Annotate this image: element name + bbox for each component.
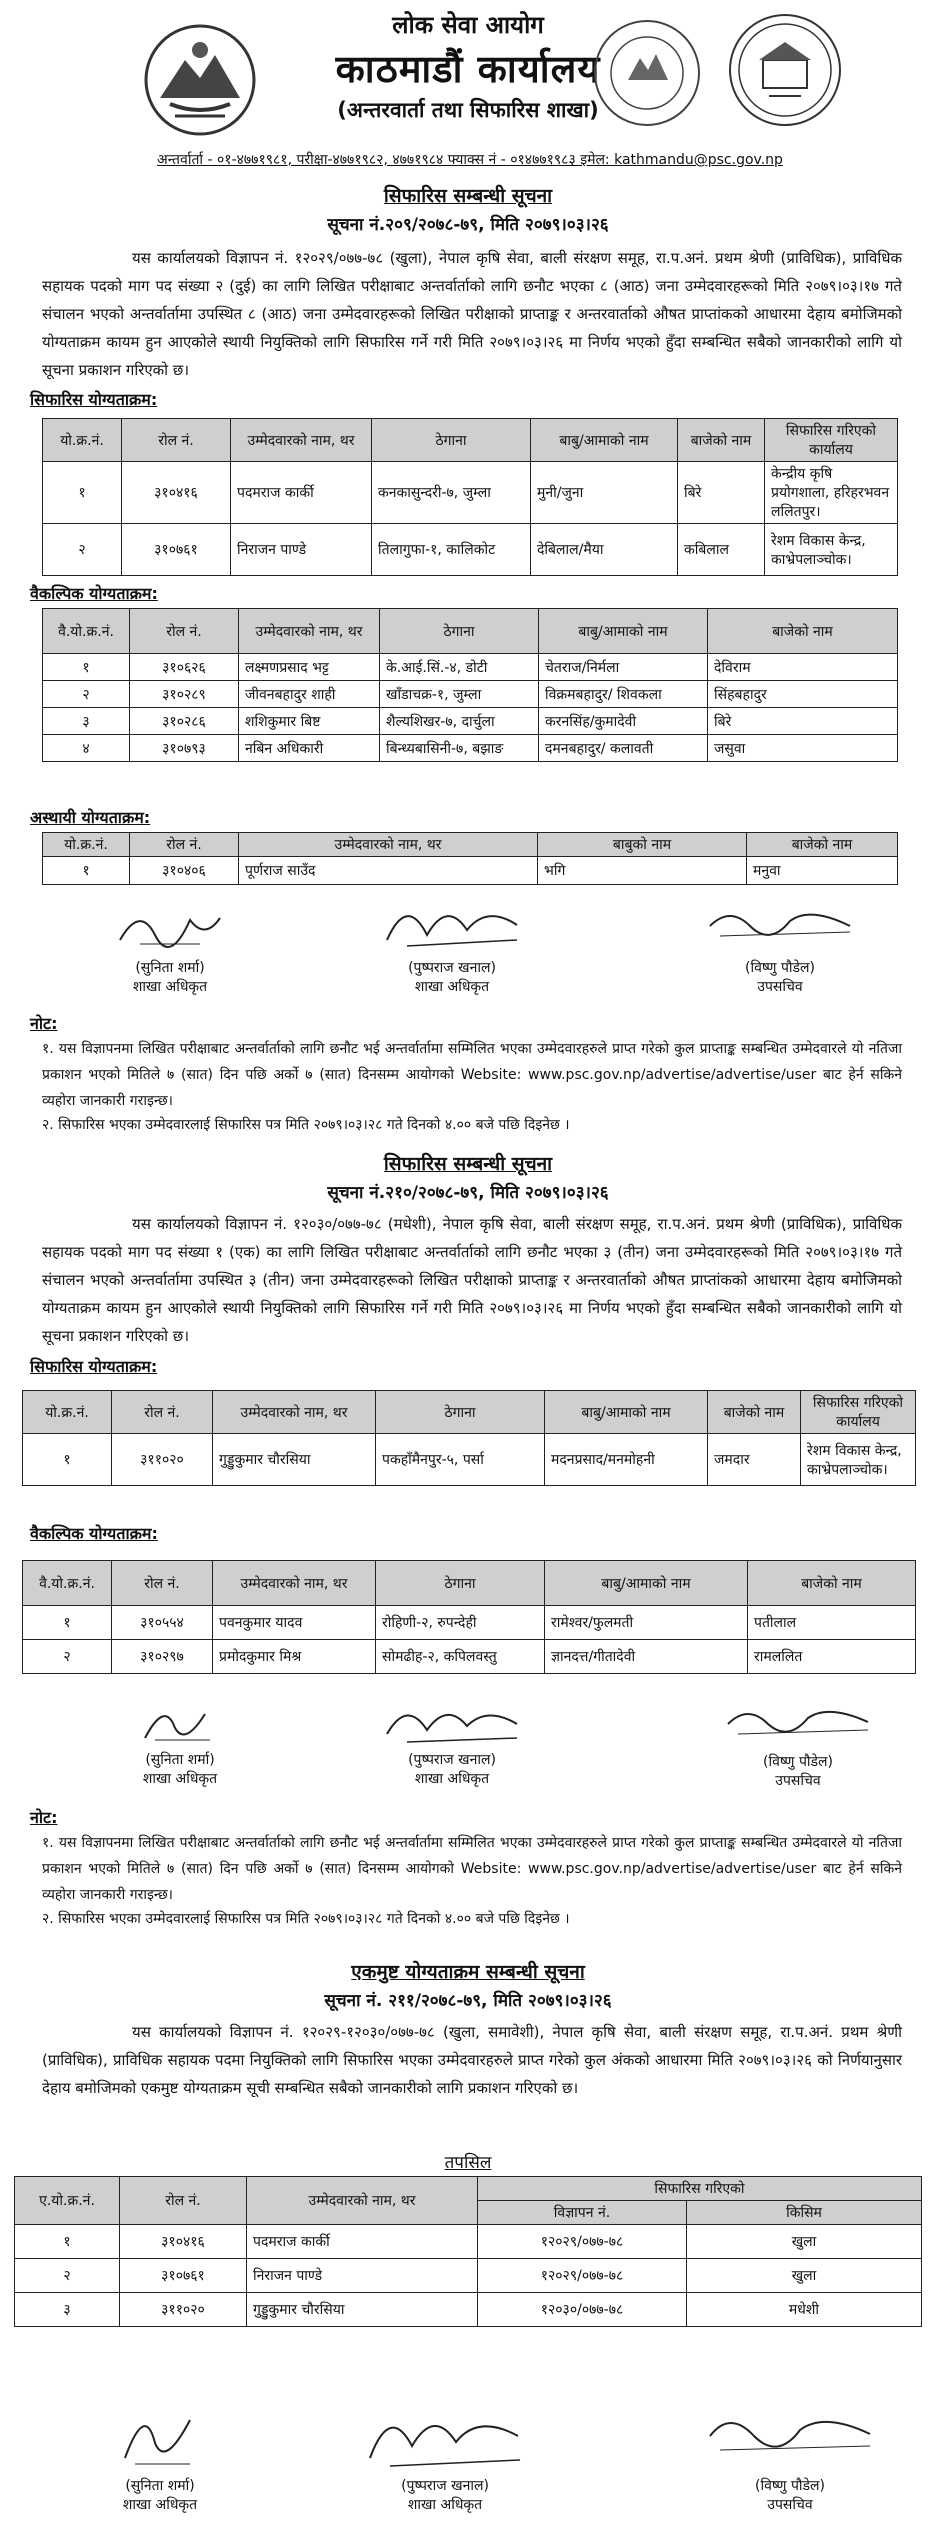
table-row [43, 857, 898, 885]
col-header: रोल नं. [112, 1391, 213, 1434]
signatory-role: उपसचिव [767, 2497, 813, 2513]
signature-block-middle [352, 890, 552, 996]
table-cell: जीवनबहादुर शाही [239, 681, 380, 708]
table-cell: शैल्यशिखर-७, दार्चुला [380, 708, 539, 735]
table-header-row [43, 609, 898, 654]
table-cell: १ [15, 2225, 120, 2259]
signature-icon [718, 1696, 878, 1750]
table-row [15, 2259, 922, 2293]
col-header: रोल नं. [112, 1561, 213, 1606]
col-header: बाजेको नाम [747, 833, 898, 857]
col-header: वै.यो.क्र.नं. [23, 1561, 112, 1606]
table-header-row [43, 419, 898, 462]
notice2-body: यस कार्यालयको विज्ञापन नं. १२०३०/०७७-७८ (मधेशी), नेपाल कृषि सेवा, बाली संरक्षण समूह, रा.प.अनं. प्रथम श्रेणी (प्राविधिक), प्राविधिक सहायक पदको माग पद संख्या १ (एक) का लागि लिखित परीक्षाबाट अन्तर्वार्ताको लागि छनौट भएका ३ (तीन) जना उम्मेदवारहरूको मिति २०७९।०३।१७ गते संचालन भएको अन्तर्वार्तामा उपस्थित ३ (तीन) जना उम्मेदवारहरूको लिखित परीक्षाको प्राप्ताङ्क र अन्तरवार्ताको औषत प्राप्तांकको आधारमा देहाय बमोजिमको योग्यताक्रम कायम हुन आएकोले स्थायी नियुक्तिको लागि सिफारिस गर्ने गरी मिति २०७९।०३।२६ मा निर्णय भएको हुँदा सम्बन्धित सबैको जानकारीको लागि यो सूचना प्रकाशन गरिएको छ। [42, 1215, 902, 1345]
table-row [15, 2293, 922, 2327]
signatory-role: शाखा अधिकृत [407, 2497, 483, 2513]
col-header: सिफारिस गरिएको कार्यालय [765, 419, 898, 462]
col-header: यो.क्र.नं. [43, 833, 130, 857]
notice1-temp-table [42, 832, 898, 885]
table-cell: २ [23, 1640, 112, 1674]
col-header: बाजेको नाम [708, 609, 898, 654]
table-row [43, 735, 898, 762]
table-cell: ३१०२९७ [112, 1640, 213, 1674]
notice1-note-heading: नोट: [30, 1014, 58, 1033]
col-header: किसिम [687, 2201, 922, 2225]
notice1-note-1: १. यस विज्ञापनमा लिखित परीक्षाबाट अन्तर्वार्ताको लागि छनौट भई अन्तर्वार्तामा सम्मिलित भएका उम्मेदवारहरुले प्राप्त गरेको कुल प्राप्ताङ्क सम्बन्धित उम्मेदवारले यो नतिजा प्रकाशन भएको मितिले ७ (सात) दिन पछि अर्को ७ (सात) दिनसम्म आयोगको Website: www.psc.gov.np/advertise/advertise/user बाट हेर्न सकिने व्यहोरा जानकारी गराइन्छ। [42, 1041, 902, 1109]
table-cell: मनुवा [747, 857, 898, 885]
table-cell: कनकासुन्दरी-७, जुम्ला [372, 462, 531, 524]
table-cell: निराजन पाण्डे [231, 524, 372, 576]
notice3-number: सूचना नं. २११/२०७८-७९, मिति २०७९।०३।२६ [324, 1991, 612, 2011]
signature-block-left [80, 2398, 240, 2514]
signatory-role: उपसचिव [757, 979, 803, 995]
table-cell: पदमराज कार्की [247, 2225, 478, 2259]
signatory-name: (पुष्पराज खनाल) [408, 1752, 496, 1768]
table-cell: ३११०२० [112, 1434, 213, 1486]
notice1-alt-label: वैकल्पिक योग्यताक्रम: [30, 584, 158, 603]
signature-block-right [690, 2400, 890, 2514]
table-cell: १ [43, 857, 130, 885]
signatory-name: (सुनिता शर्मा) [135, 960, 205, 976]
table-cell: ३१०७९३ [130, 735, 239, 762]
signature-icon [367, 1694, 537, 1748]
notice2-merit-label: सिफारिस योग्यताक्रम: [30, 1357, 158, 1376]
table-cell: ३ [43, 708, 130, 735]
col-header: रोल नं. [130, 609, 239, 654]
notice3-tapasil: तपसिल [444, 2153, 492, 2173]
table-cell: दमनबहादुर/ कलावती [539, 735, 708, 762]
notice2-note-2: २. सिफारिस भएका उम्मेदवारलाई सिफारिस पत्र मिति २०७९।०३।२८ गते दिनको ४.०० बजे पछि दिइनेछ । [42, 1911, 570, 1927]
table-row [15, 2225, 922, 2259]
signature-block-middle [335, 2396, 555, 2514]
table-cell: जमदार [708, 1434, 801, 1486]
col-header: रोल नं. [120, 2177, 247, 2225]
signatory-role: शाखा अधिकृत [414, 1771, 490, 1787]
table-cell: १ [23, 1606, 112, 1640]
table-cell: सोमढीह-२, कपिलवस्तु [376, 1640, 545, 1674]
col-header: ए.यो.क्र.नं. [15, 2177, 120, 2225]
table-cell: तिलागुफा-१, कालिकोट [372, 524, 531, 576]
notice2-title: सिफारिस सम्बन्धी सूचना [383, 1153, 553, 1175]
table-cell: देबिलाल/मैया [531, 524, 678, 576]
table-row [23, 1434, 916, 1486]
table-header-row [23, 1561, 916, 1606]
signature-block-middle [352, 1694, 552, 1788]
table-cell: खुला [687, 2225, 922, 2259]
notice2-note-heading: नोट: [30, 1808, 58, 1827]
table-cell: ३१०५५४ [112, 1606, 213, 1640]
col-header: बाजेको नाम [748, 1561, 916, 1606]
table-cell: कबिलाल [678, 524, 765, 576]
table-row [23, 1640, 916, 1674]
table-cell: चेतराज/निर्मला [539, 654, 708, 681]
table-cell: ३ [15, 2293, 120, 2327]
signatory-name: (पुष्पराज खनाल) [408, 960, 496, 976]
table-cell: पवनकुमार यादव [213, 1606, 376, 1640]
table-cell: ज्ञानदत्त/गीतादेवी [545, 1640, 748, 1674]
notice1-merit-table [42, 418, 898, 576]
table-cell: रामललित [748, 1640, 916, 1674]
table-row [43, 681, 898, 708]
col-header: वै.यो.क्र.नं. [43, 609, 130, 654]
notice2-alt-table [22, 1560, 916, 1674]
col-header: उम्मेदवारको नाम, थर [213, 1391, 376, 1434]
signature-block-right [708, 1696, 888, 1790]
table-cell: १२०३०/०७७-७८ [478, 2293, 687, 2327]
col-header: रोल नं. [130, 833, 239, 857]
table-cell: नबिन अधिकारी [239, 735, 380, 762]
table-header-row [43, 833, 898, 857]
table-cell: गुड्डुकुमार चौरसिया [247, 2293, 478, 2327]
signatory-role: शाखा अधिकृत [122, 2497, 198, 2513]
col-header: बाबु/आमाको नाम [531, 419, 678, 462]
signatory-name: (पुष्पराज खनाल) [401, 2478, 489, 2494]
table-row [43, 708, 898, 735]
col-header: ठेगाना [380, 609, 539, 654]
table-cell: रामेश्वर/फुलमती [545, 1606, 748, 1640]
notice3-body: यस कार्यालयको विज्ञापन नं. १२०२९-१२०३०/०७७-७८ (खुला, समावेशी), नेपाल कृषि सेवा, बाली संरक्षण समूह, रा.प.अनं. प्रथम श्रेणी (प्राविधिक), प्राविधिक सहायक पदमा नियुक्तिको लागि सिफारिस भएका उम्मेदवारहरुले प्राप्त गरेको कुल अंकको आधारमा मिति २०७९।०३।२६ को निर्णयानुसार देहाय बमोजिमको एकमुष्ट योग्यताक्रम सूची सम्बन्धित सबैको जानकारीको लागि प्रकाशन गरिएको छ। [42, 2023, 902, 2097]
office-name: काठमाडौं कार्यालय [335, 47, 601, 91]
table-cell: भगि [538, 857, 747, 885]
col-header: रोल नं. [122, 419, 231, 462]
notice1-note-2: २. सिफारिस भएका उम्मेदवारलाई सिफारिस पत्र मिति २०७९।०३।२८ गते दिनको ४.०० बजे पछि दिइनेछ । [42, 1117, 570, 1133]
table-cell: करनसिंह/कुमादेवी [539, 708, 708, 735]
table-cell: १ [43, 462, 122, 524]
notice3-merit-table [14, 2176, 922, 2327]
table-cell: विक्रमबहादुर/ शिवकला [539, 681, 708, 708]
table-cell: मधेशी [687, 2293, 922, 2327]
col-header: ठेगाना [376, 1561, 545, 1606]
table-cell: ३१०६२६ [130, 654, 239, 681]
col-header: यो.क्र.नं. [23, 1391, 112, 1434]
table-cell: प्रमोदकुमार मिश्र [213, 1640, 376, 1674]
col-header: उम्मेदवारको नाम, थर [239, 833, 538, 857]
table-cell: ३१०२८६ [130, 708, 239, 735]
table-cell: ३१०७६१ [120, 2259, 247, 2293]
signatory-name: (विष्णु पौडेल) [763, 1754, 833, 1770]
table-cell: पकहाँमैनपुर-५, पर्सा [376, 1434, 545, 1486]
table-cell: रेशम विकास केन्द्र, काभ्रेपलाञ्चोक। [801, 1434, 916, 1486]
table-cell: के.आई.सिं.-४, डोटी [380, 654, 539, 681]
notice2-merit-table [22, 1390, 916, 1486]
table-cell: केन्द्रीय कृषि प्रयोगशाला, हरिहरभवन ललितपुर। [765, 462, 898, 524]
signature-icon [700, 2400, 880, 2474]
table-cell: जसुवा [708, 735, 898, 762]
notice1-body: यस कार्यालयको विज्ञापन नं. १२०२९/०७७-७८ (खुला), नेपाल कृषि सेवा, बाली संरक्षण समूह, रा.प.अनं. प्रथम श्रेणी (प्राविधिक), प्राविधिक सहायक पदको माग पद संख्या २ (दुई) का लागि लिखित परीक्षाबाट अन्तर्वार्ताको लागि छनौट भएका ८ (आठ) जना उम्मेदवारहरूको मिति २०७९।०३।१७ गते संचालन भएको अन्तर्वार्तामा उपस्थित ८ (आठ) जना उम्मेदवारहरूको लिखित परीक्षाको प्राप्ताङ्क र अन्तरवार्ताको औषत प्राप्तांकको आधारमा देहाय बमोजिमको योग्यताक्रम कायम हुन आएकोले स्थायी नियुक्तिको लागि सिफारिस गर्ने गरी मिति २०७९।०३।२६ मा निर्णय भएको हुँदा सम्बन्धित सबैको जानकारीको लागि यो सूचना प्रकाशन गरिएको छ। [42, 249, 902, 379]
table-cell: मदनप्रसाद/मनमोहनी [545, 1434, 708, 1486]
table-cell: बिन्ध्यबासिनी-७, बझाङ [380, 735, 539, 762]
table-cell: लक्ष्मणप्रसाद भट्ट [239, 654, 380, 681]
col-header: सिफारिस गरिएको कार्यालय [801, 1391, 916, 1434]
table-cell: देविराम [708, 654, 898, 681]
signatory-role: शाखा अधिकृत [414, 979, 490, 995]
letterhead [0, 0, 936, 168]
table-cell: बिरे [678, 462, 765, 524]
signature-icon [105, 2398, 215, 2474]
signatory-name: (सुनिता शर्मा) [125, 2478, 195, 2494]
signatory-role: उपसचिव [775, 1773, 821, 1789]
table-cell: बिरे [708, 708, 898, 735]
table-cell: ३१०४१६ [122, 462, 231, 524]
table-cell: मुनी/जुना [531, 462, 678, 524]
branch-name: (अन्तरवार्ता तथा सिफारिस शाखा) [337, 98, 599, 122]
table-cell: २ [15, 2259, 120, 2293]
notice1-title: सिफारिस सम्बन्धी सूचना [383, 185, 553, 207]
notice1-temp-label: अस्थायी योग्यताक्रम: [30, 808, 151, 827]
table-cell: १२०२९/०७७-७८ [478, 2259, 687, 2293]
col-header: उम्मेदवारको नाम, थर [239, 609, 380, 654]
table-cell: सिंहबहादुर [708, 681, 898, 708]
signature-block-left [100, 1698, 260, 1788]
org-name: लोक सेवा आयोग [392, 11, 544, 39]
col-header: बाबु/आमाको नाम [545, 1561, 748, 1606]
col-header: बाबुको नाम [538, 833, 747, 857]
notice1-merit-label: सिफारिस योग्यताक्रम: [30, 390, 158, 409]
signature-icon [367, 890, 537, 956]
table-cell: पदमराज कार्की [231, 462, 372, 524]
table-cell: २ [43, 524, 122, 576]
col-header: बाजेको नाम [678, 419, 765, 462]
notice2-note-1: १. यस विज्ञापनमा लिखित परीक्षाबाट अन्तर्वार्ताको लागि छनौट भई अन्तर्वार्तामा सम्मिलित भएका उम्मेदवारहरुले प्राप्त गरेको कुल प्राप्ताङ्क सम्बन्धित उम्मेदवारले यो नतिजा प्रकाशन भएको मितिले ७ (सात) दिन पछि अर्को ७ (सात) दिनसम्म आयोगको Website: www.psc.gov.np/advertise/advertise/user बाट हेर्न सकिने व्यहोरा जानकारी गराइन्छ। [42, 1835, 902, 1903]
table-cell: २ [43, 681, 130, 708]
col-header: उम्मेदवारको नाम, थर [231, 419, 372, 462]
col-header: ठेगाना [372, 419, 531, 462]
table-cell: ४ [43, 735, 130, 762]
table-cell: शशिकुमार बिष्ट [239, 708, 380, 735]
signatory-name: (सुनिता शर्मा) [145, 1752, 215, 1768]
signature-icon [110, 900, 230, 956]
group-header: सिफारिस गरिएको [478, 2177, 922, 2201]
signature-block-right [690, 896, 870, 996]
table-cell: ३१०७६१ [122, 524, 231, 576]
table-cell: १२०२९/०७७-७८ [478, 2225, 687, 2259]
col-header: उम्मेदवारको नाम, थर [213, 1561, 376, 1606]
notice2-alt-label: वैकल्पिक योग्यताक्रम: [30, 1524, 158, 1543]
table-header-row [15, 2177, 922, 2201]
table-cell: १ [23, 1434, 112, 1486]
signatory-name: (विष्णु पौडेल) [755, 2478, 825, 2494]
notice1-number: सूचना नं.२०९/२०७८-७९, मिति २०७९।०३।२६ [327, 215, 609, 235]
office-stamp-icon [588, 14, 706, 132]
table-cell: ३१०४०६ [130, 857, 239, 885]
signature-icon [700, 896, 860, 956]
notice3-title: एकमुष्ट योग्यताक्रम सम्बन्धी सूचना [351, 1961, 585, 1983]
table-cell: रोहिणी-२, रुपन्देही [376, 1606, 545, 1640]
table-row [43, 462, 898, 524]
col-header: विज्ञापन नं. [478, 2201, 687, 2225]
table-row [43, 654, 898, 681]
table-row [43, 524, 898, 576]
signatory-name: (विष्णु पौडेल) [745, 960, 815, 976]
table-cell: निराजन पाण्डे [247, 2259, 478, 2293]
table-cell: गुड्डुकुमार चौरसिया [213, 1434, 376, 1486]
table-cell: ३१०४१६ [120, 2225, 247, 2259]
psc-logo-icon [725, 10, 845, 130]
col-header: ठेगाना [376, 1391, 545, 1434]
table-header-row [23, 1391, 916, 1434]
signature-icon [350, 2396, 540, 2474]
signatory-role: शाखा अधिकृत [132, 979, 208, 995]
table-cell: ३१०२८९ [130, 681, 239, 708]
col-header: उम्मेदवारको नाम, थर [247, 2177, 478, 2225]
table-cell: खुला [687, 2259, 922, 2293]
contact-line: अन्तर्वार्ता - ०१-४७७१९८१, परीक्षा-४७७१९८२, ४७७१९८४ फ्याक्स नं - ०१४७७१९८३ इमेल: kathmandu@psc.gov.np [157, 152, 783, 168]
table-cell: खाँडाचक्र-१, जुम्ला [380, 681, 539, 708]
table-cell: १ [43, 654, 130, 681]
table-cell: ३११०२० [120, 2293, 247, 2327]
signature-icon [125, 1698, 235, 1748]
table-cell: पतीलाल [748, 1606, 916, 1640]
notice1-alt-table [42, 608, 898, 762]
signature-block-left [90, 900, 250, 996]
col-header: बाबु/आमाको नाम [539, 609, 708, 654]
col-header: बाबु/आमाको नाम [545, 1391, 708, 1434]
signatory-role: शाखा अधिकृत [142, 1771, 218, 1787]
col-header: यो.क्र.नं. [43, 419, 122, 462]
table-row [23, 1606, 916, 1640]
col-header: बाजेको नाम [708, 1391, 801, 1434]
table-cell: रेशम विकास केन्द्र, काभ्रेपलाञ्चोक। [765, 524, 898, 576]
table-cell: पूर्णराज साउँद [239, 857, 538, 885]
notice2-number: सूचना नं.२१०/२०७८-७९, मिति २०७९।०३।२६ [327, 1183, 609, 1203]
